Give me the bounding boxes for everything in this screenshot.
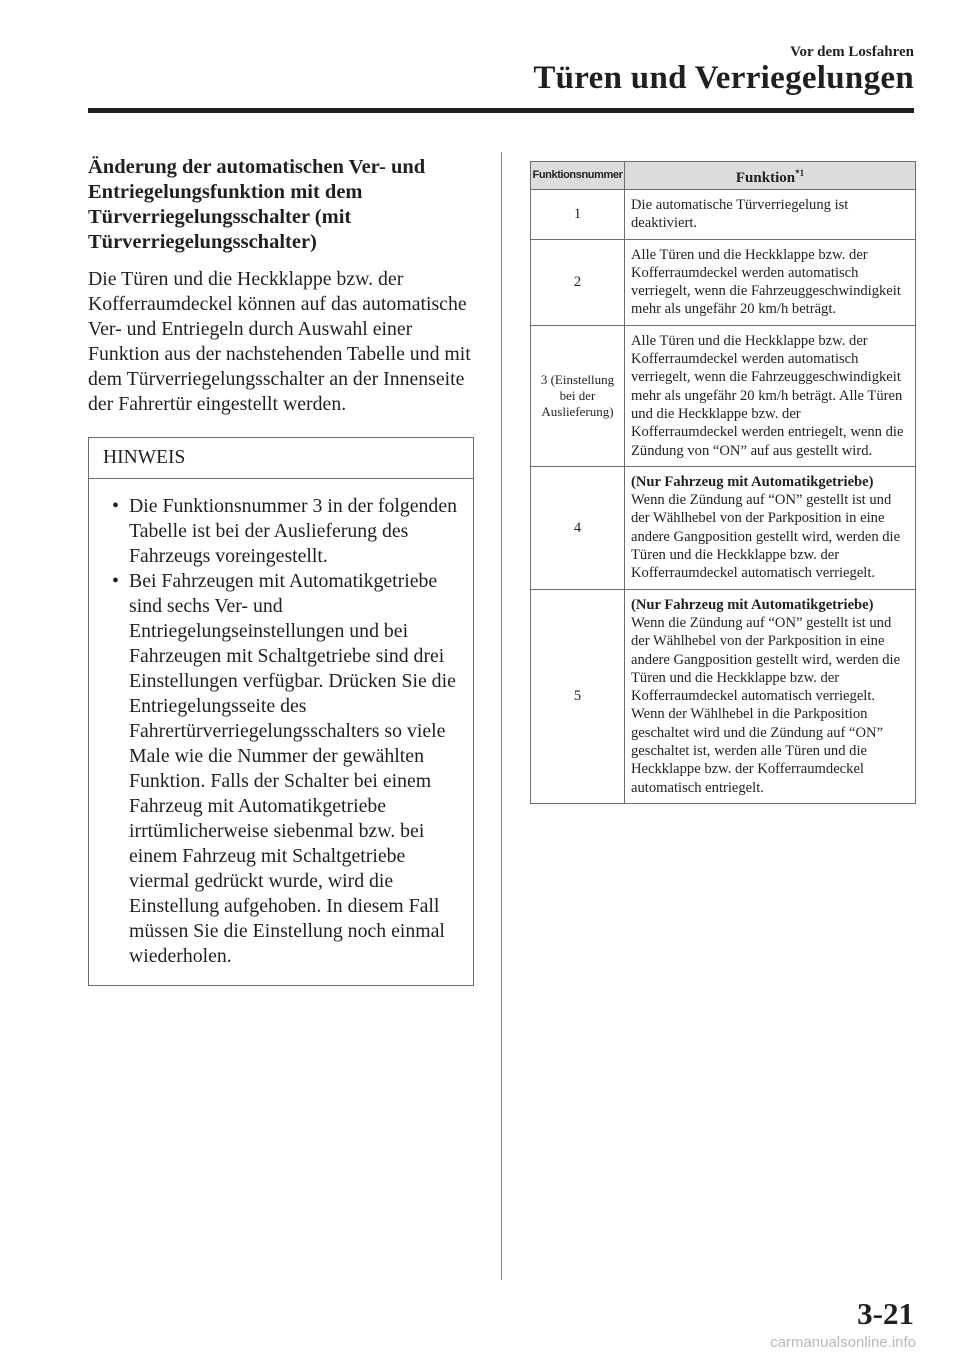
chapter-subtitle: Vor dem Losfahren — [790, 44, 914, 60]
function-number: 5 — [531, 589, 625, 803]
restriction-note: (Nur Fahrzeug mit Automatikgetriebe) — [631, 596, 874, 613]
chapter-title: Türen und Verriegelungen — [533, 60, 914, 96]
function-number: 4 — [531, 466, 625, 589]
function-table — [530, 161, 916, 804]
column-header-number: Funktionsnummer — [531, 162, 625, 190]
function-number: 3 (Einstellung bei der Auslieferung) — [531, 325, 625, 466]
note-box — [88, 437, 474, 986]
note-item-text: Bei Fahrzeugen mit Automatikgetriebe sind sechs Ver- und Entriegelungseinstellungen und bei Fahrzeugen mit Schaltgetriebe sind drei Einstellungen verfügbar. Drücken Sie die Entriegelungsseite des Fahrertürverriegelungsschalters so viele Male wie die Nummer der gewählten Funktion. Falls der Schalter bei einem Fahrzeug mit Automatikgetriebe irrtümlicherweise siebenmal bzw. bei einem Fahrzeug mit Schaltgetriebe viermal gedrückt wurde, wird die Einstellung aufgehoben. In diesem Fall müssen Sie die Einstellung noch einmal wiederholen. — [129, 570, 456, 967]
function-description: Alle Türen und die Heckklappe bzw. der Kofferraumdeckel werden automatisch verriegelt, wenn die Fahrzeuggeschwindigkeit mehr als ungefähr 20 km/h beträgt. — [625, 239, 916, 325]
function-description: (Nur Fahrzeug mit Automatikgetriebe) Wenn die Zündung auf “ON” gestellt ist und der Wählhebel von der Parkposition in eine andere Gangposition gestellt wird, werden die Türen und die Heckklappe bzw. der Kofferraumdeckel automatisch verriegelt. Wenn der Wählhebel in die Parkposition geschaltet wird und die Zündung auf “ON” geschaltet ist, werden alle Türen und die Heckklappe bzw. der Kofferraumdeckel automatisch entriegelt. — [625, 589, 916, 803]
note-title: HINWEIS — [89, 438, 473, 479]
note-item-text: Die Funktionsnummer 3 in der folgenden Tabelle ist bei der Auslieferung des Fahrzeugs voreingestellt. — [129, 495, 457, 567]
function-number: 2 — [531, 239, 625, 325]
section-heading: Änderung der automatischen Ver- und Entriegelungsfunktion mit dem Türverriegelungsschalter (mit Türverriegelungsschalter) — [88, 156, 426, 253]
bullet-icon: • — [112, 495, 119, 517]
page-number: 3-21 — [857, 1296, 914, 1331]
bullet-icon: • — [112, 570, 119, 592]
table-row — [531, 190, 916, 240]
watermark: carmanualsonline.info — [770, 1334, 916, 1351]
table-row — [531, 325, 916, 466]
table-row — [531, 239, 916, 325]
note-list — [89, 479, 473, 985]
column-header-function: Funktion$^{*1}$ — [625, 162, 916, 190]
header-rule — [88, 108, 914, 113]
note-item — [107, 569, 461, 969]
note-item — [107, 494, 461, 569]
table-row — [531, 589, 916, 803]
table-header-row — [531, 162, 916, 190]
function-description: Die automatische Türverriegelung ist deaktiviert. — [625, 190, 916, 240]
intro-paragraph: Die Türen und die Heckklappe bzw. der Kofferraumdeckel können auf das automatische Ver- und Entriegeln durch Auswahl einer Funktion aus der nachstehenden Tabelle und mit dem Türverriegelungsschalter an der Innenseite der Fahrertür eingestellt werden. — [88, 268, 471, 415]
footnote-marker: *1 — [795, 167, 805, 178]
function-description: (Nur Fahrzeug mit Automatikgetriebe) Wenn die Zündung auf “ON” gestellt ist und der Wählhebel von der Parkposition in eine andere Gangposition gestellt wird, werden die Türen und die Heckklappe bzw. der Kofferraumdeckel automatisch verriegelt. — [625, 466, 916, 589]
left-column — [88, 155, 474, 986]
restriction-note: (Nur Fahrzeug mit Automatikgetriebe) — [631, 473, 874, 490]
table-row — [531, 466, 916, 589]
function-number: 1 — [531, 190, 625, 240]
column-divider — [501, 152, 502, 1280]
function-description: Alle Türen und die Heckklappe bzw. der Kofferraumdeckel werden automatisch verriegelt, wenn die Fahrzeuggeschwindigkeit mehr als ungefähr 20 km/h beträgt. Alle Türen und die Heckklappe bzw. der Kofferraumdeckel werden entriegelt, wenn die Zündung von “ON” auf aus gestellt wird. — [625, 325, 916, 466]
